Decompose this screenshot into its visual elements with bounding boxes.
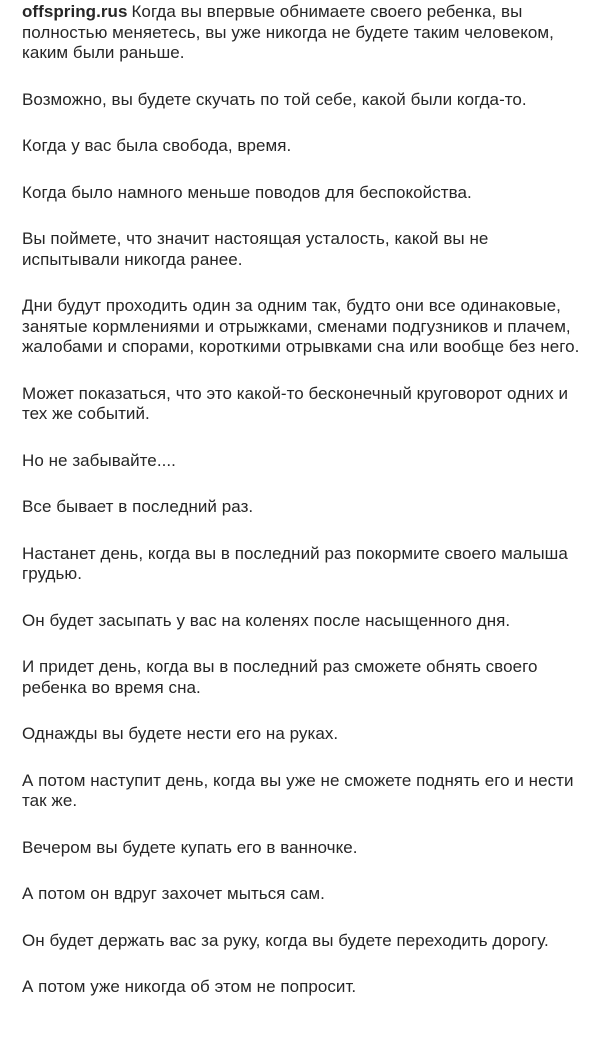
caption-paragraph: А потом он вдруг захочет мыться сам. [22, 884, 325, 903]
caption-paragraph: И придет день, когда вы в последний раз сможете обнять своего ребенка во время сна. [22, 657, 538, 697]
caption-paragraph: Дни будут проходить один за одним так, будто они все одинаковые, занятые кормлениями и отрыжками, сменами подгузников и плачем, жалобами и спорами, короткими отрывками сна или вообще без него. [22, 296, 580, 356]
caption-paragraph: Он будет засыпать у вас на коленях после насыщенного дня. [22, 610, 511, 630]
caption-paragraph: Настанет день, когда вы в последний раз покормите своего малыша грудью. [22, 543, 568, 583]
caption-paragraph: Когда у вас была свобода, время. [22, 136, 292, 155]
caption-paragraph: Когда было намного меньше поводов для беспокойства. [22, 182, 472, 202]
caption-paragraph: А потом наступит день, когда вы уже не сможете поднять его и нести так же. [22, 770, 574, 810]
caption-paragraph: Однажды вы будете нести его на руках. [22, 724, 339, 743]
caption-paragraph: Может показаться, что это какой-то бесконечный круговорот одних и тех же событий. [22, 383, 568, 423]
caption-paragraph: Он будет держать вас за руку, когда вы будете переходить дорогу. [22, 930, 549, 950]
caption-text: Когда вы впервые обнимаете своего ребенка, вы полностью меняетесь, вы уже никогда не будете таким человеком, каким были раньше. [22, 2, 554, 62]
username-link[interactable]: offspring.rus [22, 2, 128, 21]
caption-first-paragraph [22, 2, 588, 64]
caption-paragraph: Вечером вы будете купать его в ванночке. [22, 837, 358, 857]
caption-paragraph: Все бывает в последний раз. [22, 497, 254, 516]
caption-paragraph: Вы поймете, что значит настоящая усталость, какой вы не испытывали никогда ранее. [22, 229, 489, 269]
caption-paragraph: Но не забывайте.... [22, 450, 176, 470]
caption-paragraph: А потом уже никогда об этом не попросит. [22, 977, 357, 996]
caption-paragraph: Возможно, вы будете скучать по той себе, какой были когда-то. [22, 89, 527, 109]
